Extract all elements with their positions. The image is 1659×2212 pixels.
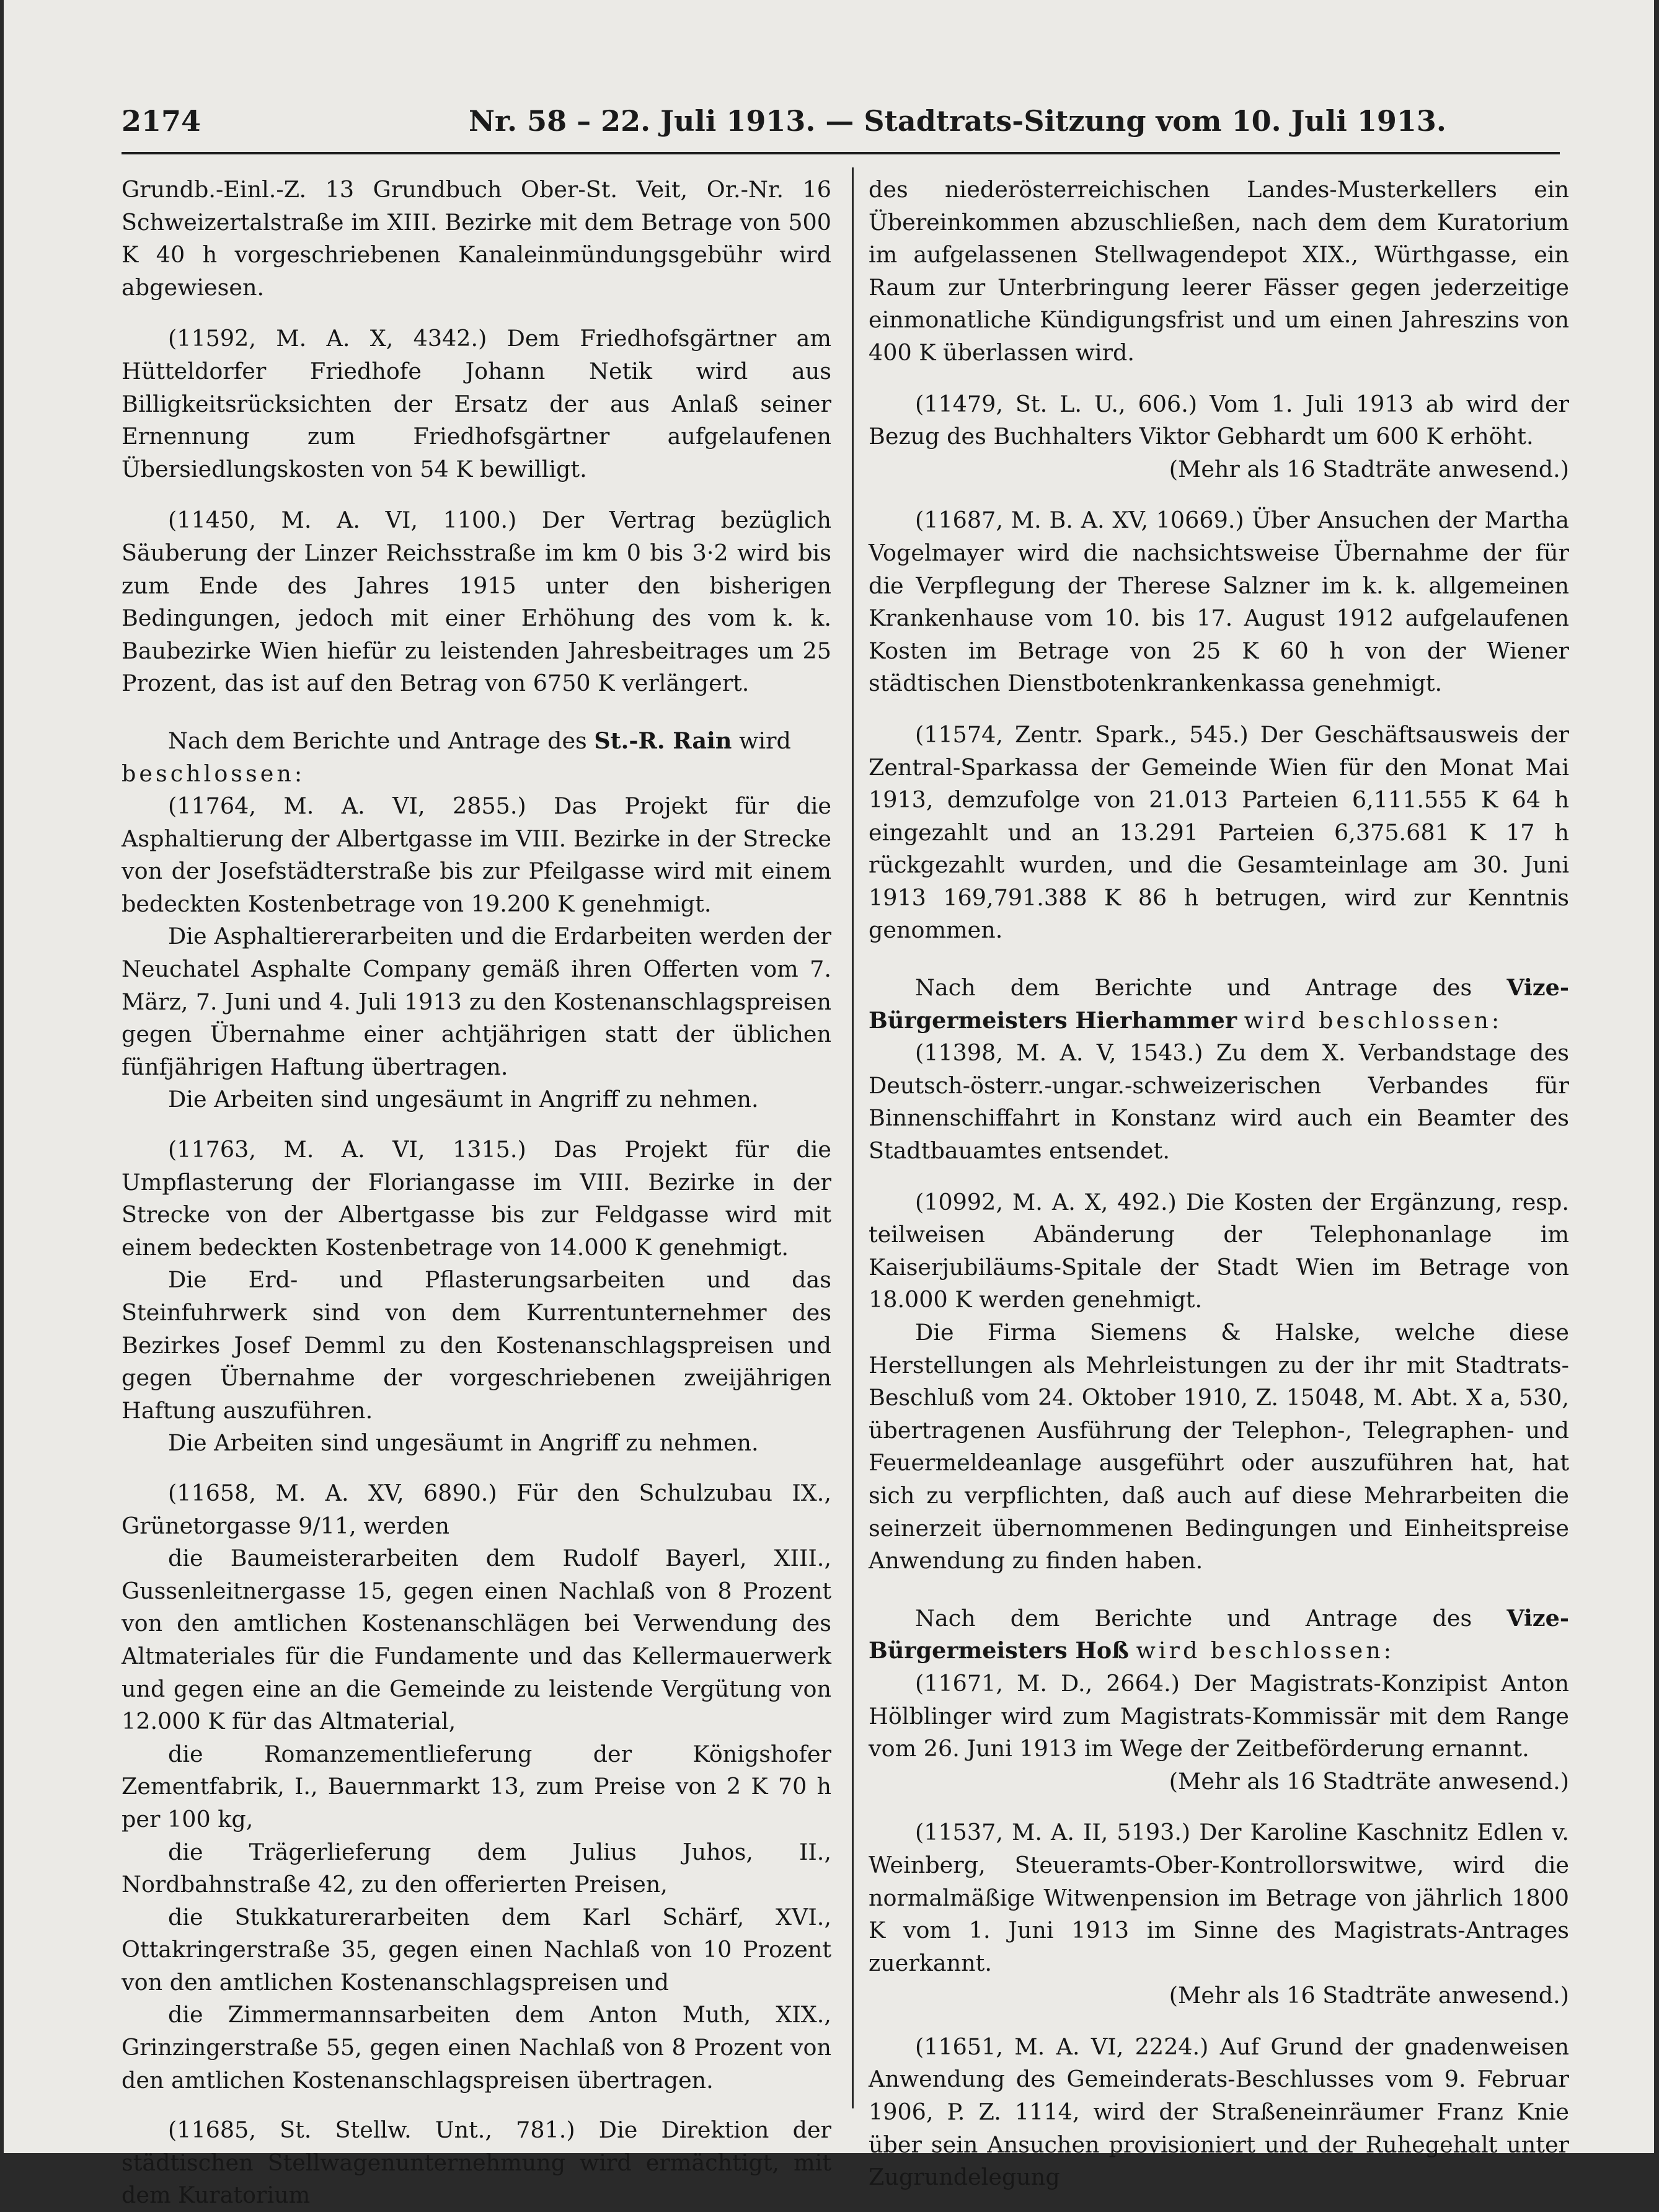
paragraph: Die Arbeiten sind ungesäumt in Angriff zu nehmen. (168, 1429, 759, 1457)
paragraph: (11671, M. D., 2664.) Der Magistrats-Konzipist Anton Hölblinger wird zum Magistrats-Kommissär mit dem Range vom 26. Juni 1913 im Wege der Zeitbeförderung ernannt. (869, 1669, 1569, 1762)
left-column (122, 174, 831, 2209)
list-item: die Romanzementlieferung der Königshofer Zementfabrik, I., Bauernmarkt 13, zum Preise von 2 K 70 h per 100 kg, (122, 1740, 831, 1832)
councillor-name: Vize-Bürgermeisters Hoß (869, 1604, 1569, 1664)
heading-text: wird beschlossen: (1136, 1637, 1395, 1664)
right-column (869, 174, 1569, 2191)
paragraph: des niederösterreichischen Landes-Musterkellers ein Übereinkommen abzuschließen, nach dem dem Kuratorium im aufgelassenen Stellwagendepot XIX., Würthgasse, ein Raum zur Unterbringung leerer Fässer gegen jederzeitige einmonatliche Kündigungsfrist und um einen Jahreszins von 400 K überlassen wird. (869, 176, 1569, 366)
list-item: die Zimmermannsarbeiten dem Anton Muth, XIX., Grinzingerstraße 55, gegen einen Nachlaß von 8 Prozent von den amtlichen Kostenanschlagspreisen übertragen. (122, 2001, 831, 2094)
paragraph: Grundb.-Einl.-Z. 13 Grundbuch Ober-St. Veit, Or.-Nr. 16 Schweizertalstraße im XIII. Bezirke mit dem Betrage von 500 K 40 h vorgeschriebenen Kanaleinmündungsgebühr wird abgewiesen. (122, 176, 831, 301)
document-page (4, 0, 1654, 2209)
paragraph: (11537, M. A. II, 5193.) Der Karoline Kaschnitz Edlen v. Weinberg, Steueramts-Ober-Kontrollorswitwe, wird die normalmäßige Witwenpension im Betrage von jährlich 1800 K vom 1. Juni 1913 im Sinne des Magistrats-Antrages zuerkannt. (869, 1819, 1569, 1976)
paragraph: (11479, St. L. U., 606.) Vom 1. Juli 1913 ab wird der Bezug des Buchhalters Viktor Gebhardt um 600 K erhöht. (869, 390, 1569, 450)
list-item: die Baumeisterarbeiten dem Rudolf Bayerl, XIII., Gussenleitnergasse 15, gegen einen Nachlaß von 8 Prozent von den amtlichen Kostenanschlägen bei Verwendung des Altmateriales für die Fundamente und das Kellermauerwerk und gegen eine an die Gemeinde zu leistende Vergütung von 12.000 K für das Altmaterial, (122, 1545, 831, 1735)
column-divider (852, 167, 854, 2108)
list-item: die Stukkaturerarbeiten dem Karl Schärf, XVI., Ottakringerstraße 35, gegen einen Nachlaß von 10 Prozent von den amtlichen Kostenanschlagspreisen und (122, 1903, 831, 1996)
paragraph: (11687, M. B. A. XV, 10669.) Über Ansuchen der Martha Vogelmayer wird die nachsichtsweise Übernahme der für die Verpflegung der Therese Salzner im k. k. allgemeinen Krankenhause vom 10. bis 17. August 1912 aufgelaufenen Kosten im Betrage von 25 K 60 h von der Wiener städtischen Dienstbotenkrankenkassa genehmigt. (869, 507, 1569, 697)
paragraph: Die Asphaltiererarbeiten und die Erdarbeiten werden der Neuchatel Asphalte Company gemäß ihren Offerten vom 7. März, 7. Juni und 4. Juli 1913 zu den Kostenanschlagspreisen gegen Übernahme einer achtjährigen statt der üblichen fünfjährigen Haftung übertragen. (122, 923, 831, 1080)
resolution-heading (122, 725, 831, 758)
heading-text: Nach dem Berichte und Antrage des (168, 727, 587, 754)
heading-text: Nach dem Berichte und Antrage des (915, 1604, 1472, 1632)
paragraph: (11685, St. Stellw. Unt., 781.) Die Direktion der städtischen Stellwagenunternehmung wird ermächtigt, mit dem Kuratorium (122, 2117, 831, 2209)
councillor-name: Vize-Bürgermeisters Hierhammer (869, 974, 1569, 1034)
paragraph: (11450, M. A. VI, 1100.) Der Vertrag bezüglich Säuberung der Linzer Reichsstraße im km 0 bis 3·2 wird bis zum Ende des Jahres 1915 unter den bisherigen Bedingungen, jedoch mit einer Erhöhung des vom k. k. Baubezirke Wien hiefür zu leistenden Jahresbeitrages um 25 Prozent, das ist auf den Betrag von 6750 K verlängert. (122, 507, 831, 697)
resolution-heading (869, 972, 1569, 1037)
beschlossen-label: beschlossen: (122, 760, 306, 787)
heading-text: Nach dem Berichte und Antrage des (915, 974, 1472, 1002)
page-number: 2174 (122, 104, 201, 138)
resolution-heading (869, 1602, 1569, 1668)
list-item: die Trägerlieferung dem Julius Juhos, II., Nordbahnstraße 42, zu den offerierten Preisen, (122, 1838, 831, 1898)
paragraph: Die Erd- und Pflasterungsarbeiten und das Steinfuhrwerk sind von dem Kurrentunternehmer des Bezirkes Josef Demml zu den Kostenanschlagspreisen und gegen Übernahme der vorgeschriebenen zweijährigen Haftung auszuführen. (122, 1266, 831, 1424)
paragraph: (11592, M. A. X, 4342.) Dem Friedhofsgärtner am Hütteldorfer Friedhofe Johann Netik wird aus Billigkeitsrücksichten der Ersatz der aus Anlaß seiner Ernennung zum Friedhofsgärtner aufgelaufenen Übersiedlungskosten von 54 K bewilligt. (122, 325, 831, 482)
paragraph: Die Firma Siemens & Halske, welche diese Herstellungen als Mehrleistungen zu der ihr mit Stadtrats-Beschluß vom 24. Oktober 1910, Z. 15048, M. Abt. X a, 530, übertragenen Ausführung der Telephon-, Telegraphen- und Feuermeldeanlage ausgeführt oder auszuführen hat, hat sich zu verpflichten, daß auch auf diese Mehrarbeiten die seinerzeit übernommenen Bedingungen und Einheitspreise Anwendung zu finden haben. (869, 1319, 1569, 1575)
header-rule (122, 152, 1560, 154)
paragraph: (10992, M. A. X, 492.) Die Kosten der Ergänzung, resp. teilweisen Abänderung der Telephonanlage im Kaiserjubiläums-Spitale der Stadt Wien im Betrage von 18.000 K werden genehmigt. (869, 1188, 1569, 1313)
councillor-name: St.-R. Rain (594, 727, 732, 754)
paragraph: (11574, Zentr. Spark., 545.) Der Geschäftsausweis der Zentral-Sparkassa der Gemeinde Wien für den Monat Mai 1913, demzufolge von 21.013 Parteien 6,111.555 K 64 h eingezahlt und an 13.291 Parteien 6,375.681 K 17 h rückgezahlt wurden, und die Gesamteinlage am 30. Juni 1913 169,791.388 K 86 h betrugen, wird zur Kenntnis genommen. (869, 721, 1569, 944)
paragraph: (11658, M. A. XV, 6890.) Für den Schulzubau IX., Grünetorgasse 9/11, werden (122, 1479, 831, 1539)
paragraph: (11398, M. A. V, 1543.) Zu dem X. Verbandstage des Deutsch-österr.-ungar.-schweizerischen Verbandes für Binnenschiffahrt in Konstanz wird auch ein Beamter des Stadtbauamtes entsendet. (869, 1039, 1569, 1165)
attendance-note: (Mehr als 16 Stadträte anwesend.) (1169, 1767, 1569, 1795)
heading-text: wird (739, 727, 791, 754)
heading-text: wird beschlossen: (1244, 1006, 1503, 1034)
paragraph: (11764, M. A. VI, 2855.) Das Projekt für die Asphaltierung der Albertgasse im VIII. Bezirke in der Strecke von der Josefstädterstraße bis zur Pfeilgasse wird mit einem bedeckten Kostenbetrage von 19.200 K genehmigt. (122, 793, 831, 917)
paragraph: Die Arbeiten sind ungesäumt in Angriff zu nehmen. (168, 1086, 759, 1113)
attendance-note: (Mehr als 16 Stadträte anwesend.) (1169, 455, 1569, 482)
attendance-note: (Mehr als 16 Stadträte anwesend.) (1169, 1982, 1569, 2009)
paragraph: (11651, M. A. VI, 2224.) Auf Grund der gnadenweisen Anwendung des Gemeinderats-Beschlusses vom 9. Februar 1906, P. Z. 1114, wird der Straßeneinräumer Franz Knie über sein Ansuchen provisioniert und der Ruhegehalt unter Zugrundelegung (869, 2033, 1569, 2191)
running-title: Nr. 58 – 22. Juli 1913. — Stadtrats-Sitzung vom 10. Juli 1913. (469, 104, 1446, 138)
page-header (122, 99, 1547, 143)
paragraph: (11763, M. A. VI, 1315.) Das Projekt für die Umpflasterung der Floriangasse im VIII. Bezirke in der Strecke von der Albertgasse bis zur Feldgasse wird mit einem bedeckten Kostenbetrage von 14.000 K genehmigt. (122, 1136, 831, 1261)
